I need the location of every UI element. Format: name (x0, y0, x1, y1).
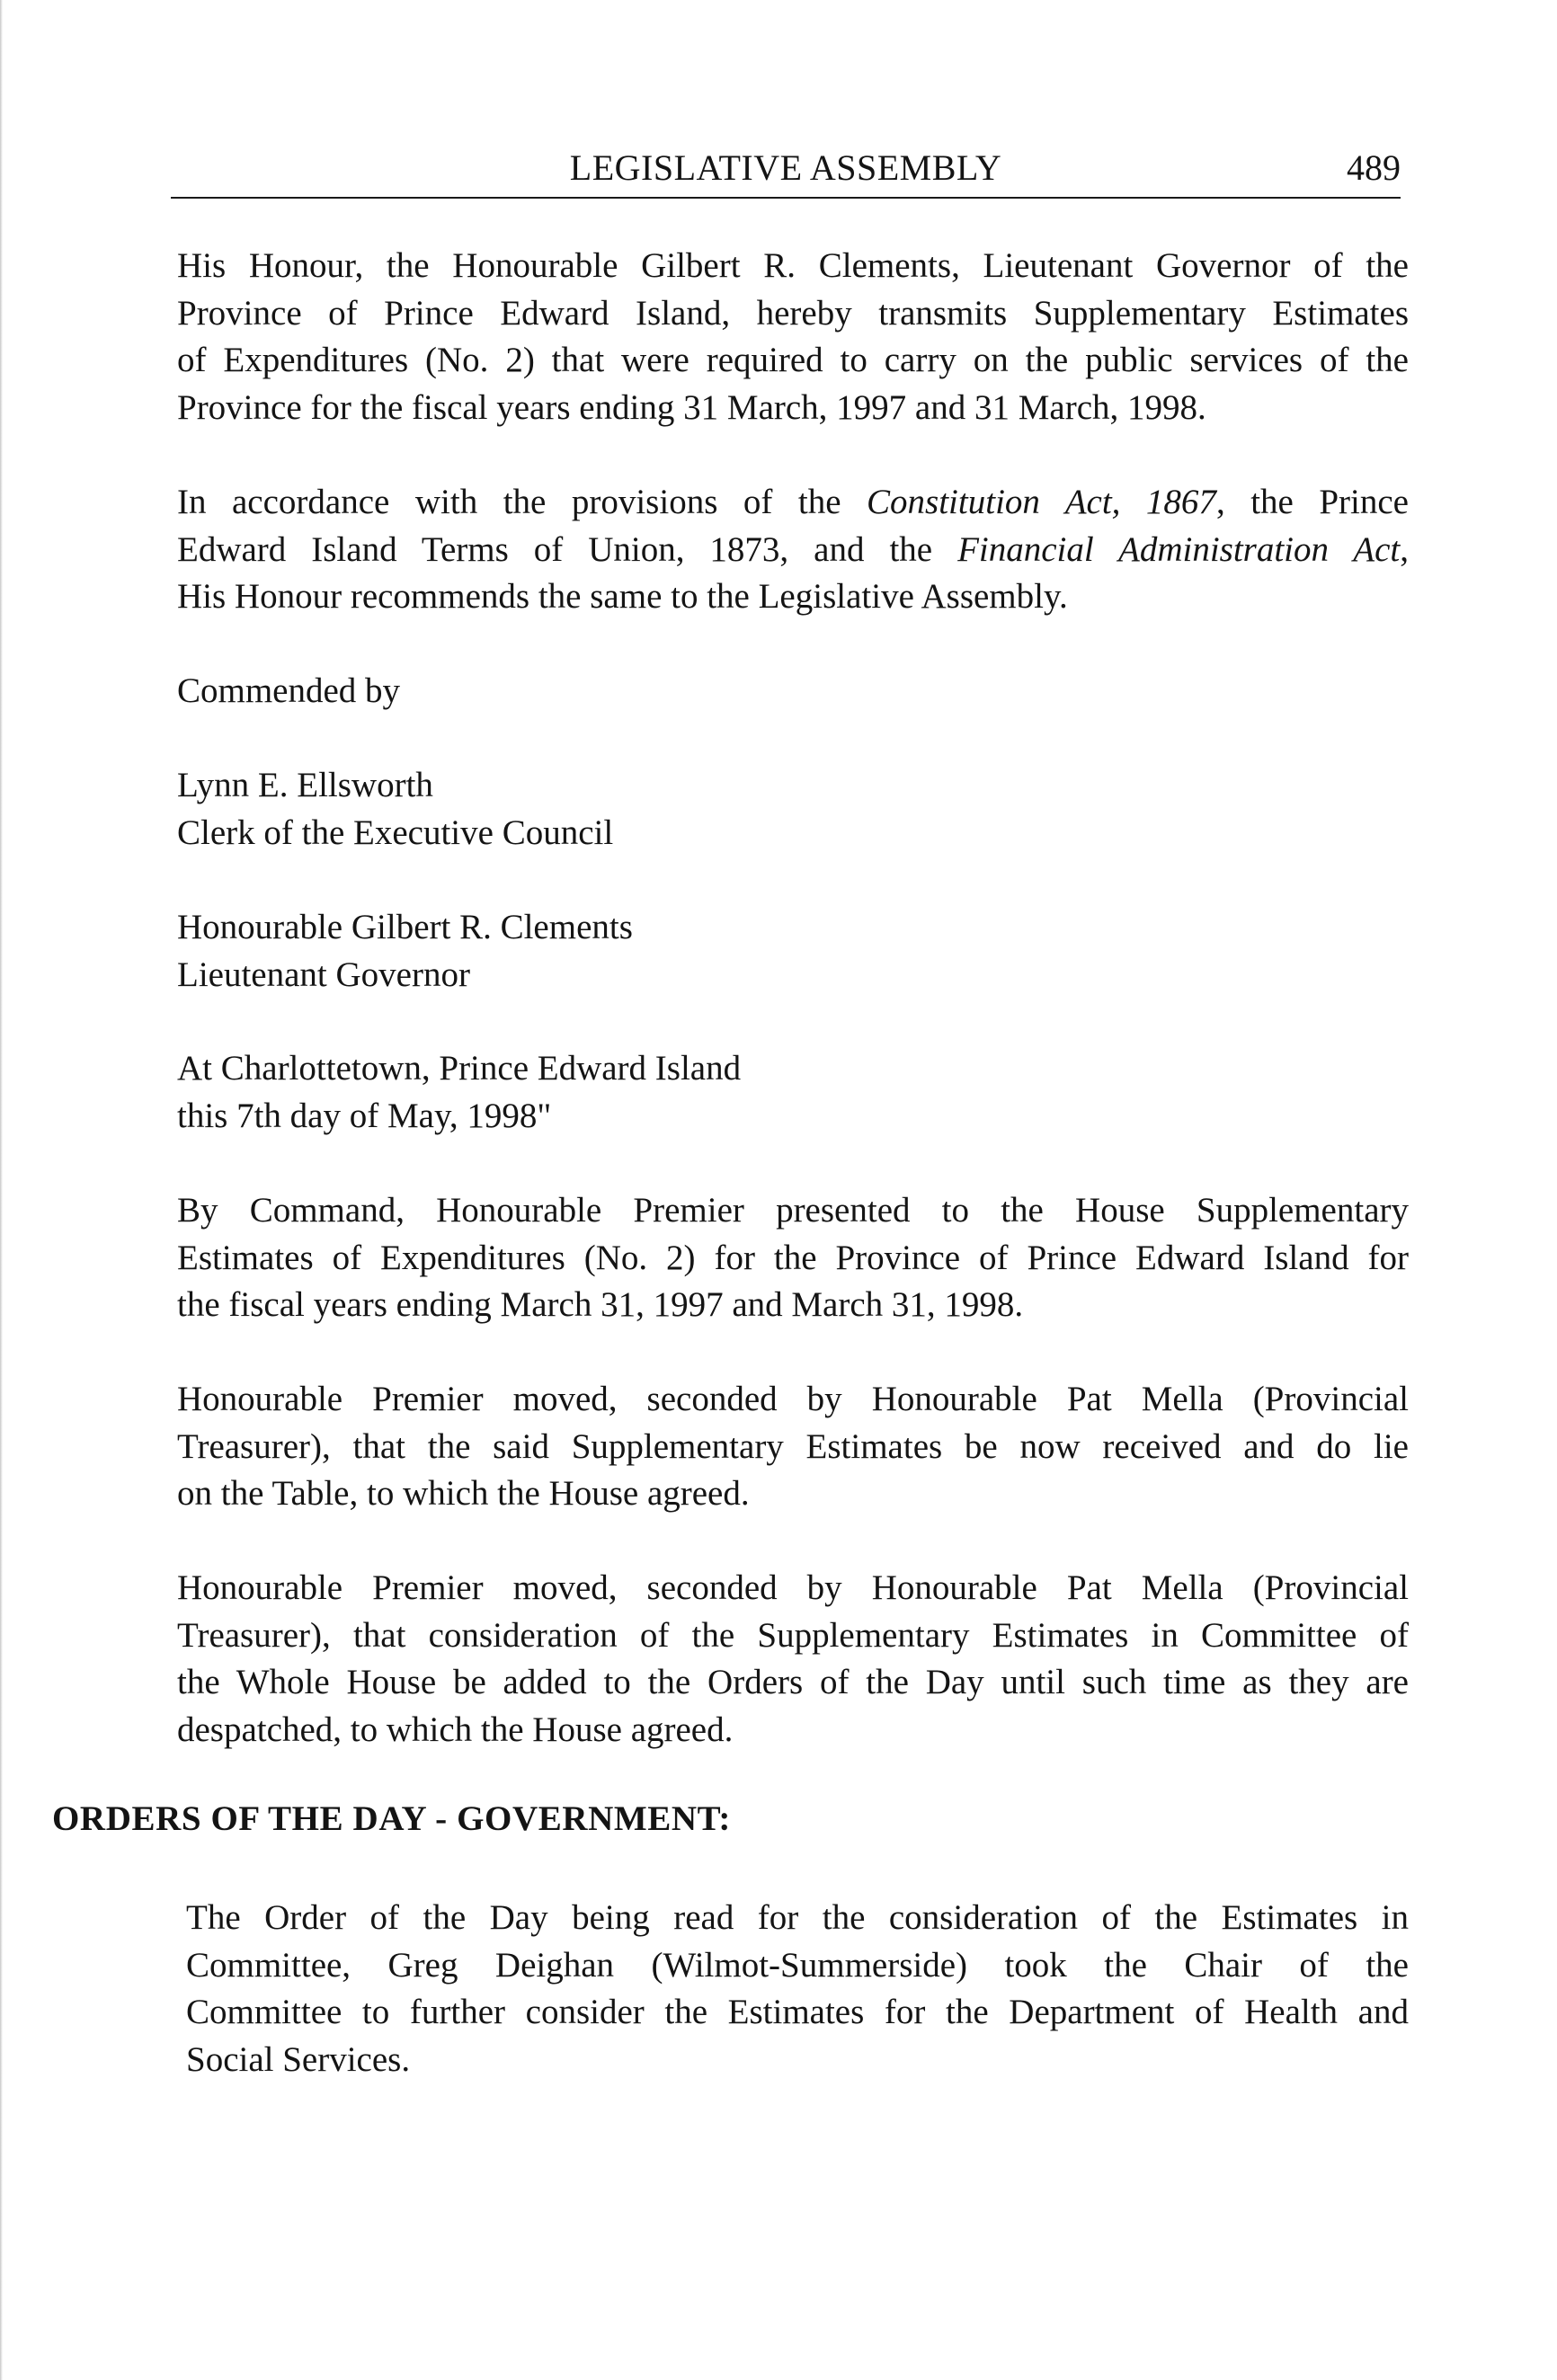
act-title-italic: Financial Administration Act (957, 529, 1401, 569)
text-line: By Command, Honourable Premier presented to the House Supplementary (177, 1191, 1409, 1230)
text-line: Province of Prince Edward Island, hereby transmits Supplementary Estimates (177, 293, 1409, 333)
text-run: Edward Island Terms of Union, 1873, and the (177, 529, 958, 569)
commended-by (177, 668, 1409, 715)
text-line: The Order of the Day being read for the consideration of the Estimates in (186, 1898, 1409, 1937)
signatory-name: Honourable Gilbert R. Clements (177, 908, 633, 946)
text-line: Committee, Greg Deighan (Wilmot-Summerside) took the Chair of the (186, 1945, 1409, 1985)
signatory-lieutenant-governor (177, 904, 1409, 999)
text-line: Estimates of Expenditures (No. 2) for the Province of Prince Edward Island for (177, 1238, 1409, 1277)
text-line (177, 527, 1409, 574)
text-line (177, 479, 1409, 527)
text-line: on the Table, to which the House agreed. (177, 1474, 750, 1513)
text-line: Committee to further consider the Estimates for the Department of Health and (186, 1993, 1409, 2031)
page-number: 489 (1347, 147, 1401, 188)
section-heading-orders-of-the-day: ORDERS OF THE DAY - GOVERNMENT: (52, 1799, 731, 1838)
signatory-title: Lieutenant Governor (177, 955, 470, 994)
paragraph-motion-received (177, 1376, 1409, 1518)
page-edge-shadow (0, 0, 3, 2380)
text-line: the Whole House be added to the Orders of the Day until such time as they are (177, 1663, 1409, 1701)
text-line: the fiscal years ending March 31, 1997 and March 31, 1998. (177, 1285, 1024, 1324)
place-line: At Charlottetown, Prince Edward Island (177, 1049, 742, 1088)
text-line: despatched, to which the House agreed. (177, 1710, 734, 1749)
paragraph-transmittal (177, 243, 1409, 431)
paragraph-recommendation (177, 479, 1409, 621)
text-line: Social Services. (186, 2039, 411, 2079)
text-line: Province for the fiscal years ending 31 March, 1997 and 31 March, 1998. (177, 387, 1206, 427)
date-line: this 7th day of May, 1998" (177, 1096, 552, 1135)
place-and-date (177, 1045, 1409, 1140)
text-line: His Honour, the Honourable Gilbert R. Clements, Lieutenant Governor of the (177, 246, 1409, 285)
text-run: In accordance with the provisions of the (177, 483, 867, 521)
paragraph-order-of-the-day (186, 1895, 1409, 2083)
page-header (171, 147, 1401, 199)
act-title-italic: Constitution Act, 1867 (867, 483, 1216, 521)
signatory-title: Clerk of the Executive Council (177, 813, 614, 852)
text-line: Treasurer), that consideration of the Supplementary Estimates in Committee of (177, 1615, 1409, 1655)
paragraph-motion-committee (177, 1565, 1409, 1754)
text-line: Treasurer), that the said Supplementary Estimates be now received and do lie (177, 1426, 1409, 1466)
text-line: His Honour recommends the same to the Legislative Assembly. (177, 577, 1068, 616)
running-header-title: LEGISLATIVE ASSEMBLY (569, 147, 1002, 188)
text-line: Honourable Premier moved, seconded by Honourable Pat Mella (Provincial (177, 1568, 1409, 1607)
text-line: of Expenditures (No. 2) that were required to carry on the public services of the (177, 341, 1409, 379)
text-line: Honourable Premier moved, seconded by Honourable Pat Mella (Provincial (177, 1380, 1409, 1418)
text-run: , the Prince (1215, 483, 1409, 521)
signatory-name: Lynn E. Ellsworth (177, 766, 433, 804)
signatory-clerk (177, 762, 1409, 857)
header-rule (171, 197, 1401, 199)
paragraph-by-command (177, 1187, 1409, 1329)
text-run: , (1400, 529, 1410, 569)
text-line: Commended by (177, 671, 401, 710)
